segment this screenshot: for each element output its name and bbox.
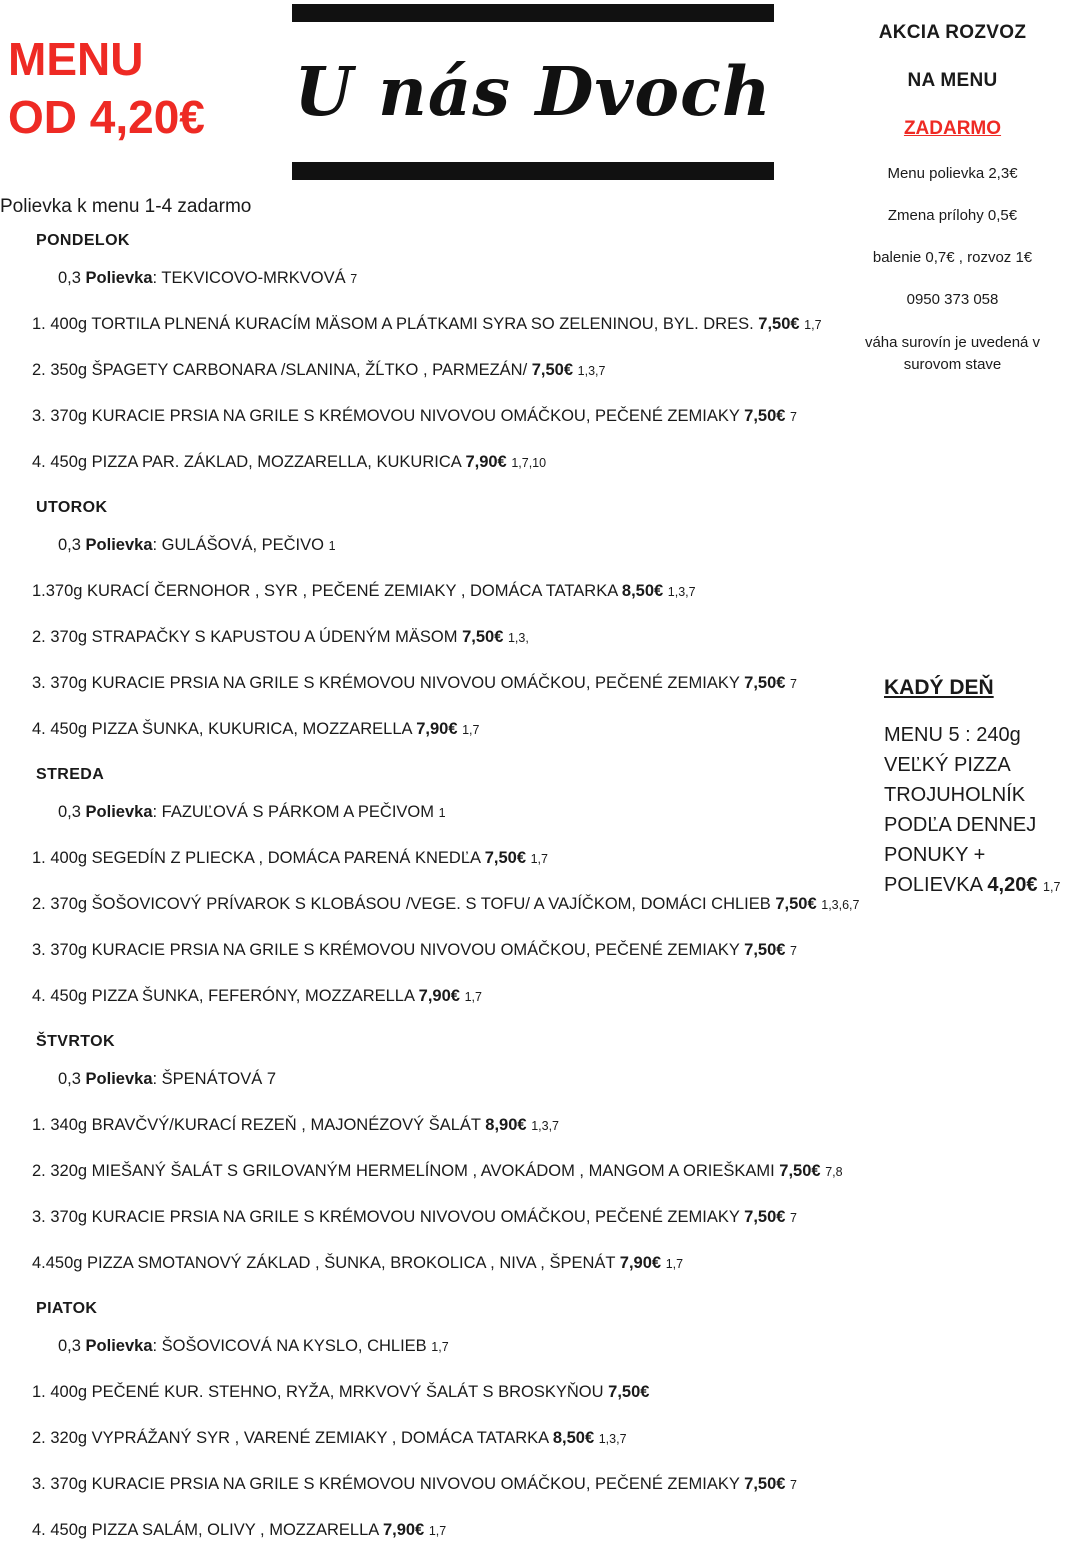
day-block xyxy=(0,1300,860,1540)
promo-line-1: AKCIA ROZVOZ xyxy=(878,22,1027,43)
logo-bar-bottom xyxy=(292,162,774,180)
soup-label: Polievka xyxy=(85,803,153,821)
menu-item-row xyxy=(0,849,860,868)
soup-row xyxy=(0,536,860,555)
menu-item-text: 2. 370g STRAPAČKY S KAPUSTOU A ÚDENÝM MÄSOM xyxy=(32,628,458,646)
menu-item-allergens: 7 xyxy=(790,410,797,424)
promo-side-change-price: Zmena prílohy 0,5€ xyxy=(887,207,1018,224)
menu-item-allergens: 7 xyxy=(790,677,797,691)
everyday-menu-box xyxy=(884,676,1064,902)
menu-item-row xyxy=(0,407,860,426)
menu-item-price: 7,90€ xyxy=(465,453,507,471)
menu-item-text: 3. 370g KURACIE PRSIA NA GRILE S KRÉMOVOU NIVOVOU OMÁČKOU, PEČENÉ ZEMIAKY xyxy=(32,941,740,959)
soup-weight: 0,3 xyxy=(58,269,81,287)
menu-item-allergens: 1,7 xyxy=(462,723,480,737)
day-block xyxy=(0,1033,860,1273)
soup-row xyxy=(0,1337,860,1356)
soup-label: Polievka xyxy=(85,536,153,554)
soup-text: : ŠPENÁTOVÁ 7 xyxy=(152,1070,276,1088)
menu-item-text: 3. 370g KURACIE PRSIA NA GRILE S KRÉMOVOU NIVOVOU OMÁČKOU, PEČENÉ ZEMIAKY xyxy=(32,674,740,692)
soup-text: : FAZUĽOVÁ S PÁRKOM A PEČIVOM xyxy=(152,803,434,821)
everyday-description xyxy=(884,720,1064,902)
menu-item-allergens: 1,7 xyxy=(530,852,548,866)
menu-item-text: 3. 370g KURACIE PRSIA NA GRILE S KRÉMOVOU NIVOVOU OMÁČKOU, PEČENÉ ZEMIAKY xyxy=(32,1475,740,1493)
menu-item-price: 7,50€ xyxy=(608,1383,650,1401)
menu-item-allergens: 7 xyxy=(790,1478,797,1492)
menu-title-line-2: OD 4,20€ xyxy=(8,91,205,143)
menu-item-text: 4. 450g PIZZA SALÁM, OLIVY , MOZZARELLA xyxy=(32,1521,379,1539)
menu-item-price: 7,90€ xyxy=(418,987,460,1005)
day-name: PIATOK xyxy=(36,1300,98,1317)
menu-item-text: 2. 320g MIEŠANÝ ŠALÁT S GRILOVANÝM HERMELÍNOM , AVOKÁDOM , MANGOM A ORIEŠKAMI xyxy=(32,1162,775,1180)
menu-item-text: 2. 320g VYPRÁŽANÝ SYR , VARENÉ ZEMIAKY , DOMÁCA TATARKA xyxy=(32,1429,549,1447)
menu-item-price: 7,50€ xyxy=(462,628,504,646)
menu-item-price: 7,50€ xyxy=(779,1162,821,1180)
day-block xyxy=(0,499,860,739)
menu-item-price: 7,50€ xyxy=(744,674,786,692)
everyday-allergens: 1,7 xyxy=(1043,880,1061,894)
menu-item-price: 7,90€ xyxy=(382,1521,425,1539)
promo-line-2: NA MENU xyxy=(907,70,998,91)
soup-weight: 0,3 xyxy=(58,1337,81,1355)
menu-item-row xyxy=(0,895,860,914)
menu-item-text: 4.450g PIZZA SMOTANOVÝ ZÁKLAD , ŠUNKA, BROKOLICA , NIVA , ŠPENÁT xyxy=(32,1254,616,1272)
menu-item-price: 7,50€ xyxy=(484,849,527,867)
menu-item-price: 7,50€ xyxy=(775,895,817,913)
soup-text: : TEKVICOVO-MRKVOVÁ xyxy=(152,269,346,287)
soup-allergens: 1 xyxy=(328,539,336,553)
promo-soup-price: Menu polievka 2,3€ xyxy=(887,165,1018,182)
menu-item-price: 7,50€ xyxy=(744,407,786,425)
soup-weight: 0,3 xyxy=(58,536,81,554)
menu-item-row xyxy=(0,1254,860,1273)
soup-weight: 0,3 xyxy=(58,1070,81,1088)
weekly-menu-list xyxy=(0,232,860,1567)
logo-bar-top xyxy=(292,4,774,22)
menu-item-row xyxy=(0,720,860,739)
menu-item-allergens: 7 xyxy=(790,944,797,958)
menu-item-text: 1. 400g PEČENÉ KUR. STEHNO, RYŽA, MRKVOVÝ ŠALÁT S BROSKYŇOU xyxy=(32,1383,604,1401)
menu-item-allergens: 7,8 xyxy=(825,1165,843,1179)
menu-item-price: 8,90€ xyxy=(485,1116,527,1134)
menu-item-row xyxy=(0,1521,860,1540)
menu-title-line-1: MENU xyxy=(8,33,144,85)
menu-item-price: 7,50€ xyxy=(744,1475,786,1493)
menu-item-text: 1. 400g TORTILA PLNENÁ KURACÍM MÄSOM A PLÁTKAMI SYRA SO ZELENINOU, BYL. DRES. xyxy=(32,315,754,333)
everyday-text: MENU 5 : 240g VEĽKÝ PIZZA TROJUHOLNÍK PODĽA DENNEJ PONUKY + POLIEVKA xyxy=(884,724,1037,896)
menu-item-allergens: 1,7 xyxy=(428,1524,447,1538)
menu-item-row xyxy=(0,582,860,601)
day-block xyxy=(0,766,860,1006)
menu-item-text: 1.370g KURACÍ ČERNOHOR , SYR , PEČENÉ ZEMIAKY , DOMÁCA TATARKA xyxy=(32,582,618,600)
menu-item-allergens: 1,3,6,7 xyxy=(821,898,860,912)
menu-item-row xyxy=(0,628,860,647)
menu-item-allergens: 1,7 xyxy=(804,318,822,332)
menu-item-text: 4. 450g PIZZA PAR. ZÁKLAD, MOZZARELLA, KUKURICA xyxy=(32,453,461,471)
day-name: UTOROK xyxy=(36,499,108,516)
menu-item-allergens: 1,7 xyxy=(665,1257,684,1271)
menu-item-row xyxy=(0,453,860,472)
promo-phone-number[interactable]: 0950 373 058 xyxy=(906,291,999,308)
menu-item-row xyxy=(0,987,860,1006)
menu-item-text: 2. 370g ŠOŠOVICOVÝ PRÍVAROK S KLOBÁSOU /VEGE. S TOFU/ A VAJÍČKOM, DOMÁCI CHLIEB xyxy=(32,895,771,913)
soup-text: : GULÁŠOVÁ, PEČIVO xyxy=(152,536,324,554)
soup-allergens: 1,7 xyxy=(431,1340,449,1354)
everyday-title: KADÝ DEŇ xyxy=(884,676,994,699)
menu-item-text: 2. 350g ŠPAGETY CARBONARA /SLANINA, ŽĹTKO , PARMEZÁN/ xyxy=(32,361,528,379)
menu-item-row xyxy=(0,941,860,960)
day-name: ŠTVRTOK xyxy=(36,1033,115,1050)
menu-item-row xyxy=(0,1475,860,1494)
soup-weight: 0,3 xyxy=(58,803,81,821)
soup-allergens: 7 xyxy=(350,272,358,286)
menu-item-allergens: 7 xyxy=(790,1211,797,1225)
soup-row xyxy=(0,803,860,822)
menu-item-price: 7,90€ xyxy=(619,1254,662,1272)
day-name: STREDA xyxy=(36,766,105,783)
menu-item-row xyxy=(0,674,860,693)
menu-item-price: 7,90€ xyxy=(416,720,458,738)
menu-item-text: 4. 450g PIZZA ŠUNKA, KUKURICA, MOZZARELLA xyxy=(32,720,412,738)
soup-label: Polievka xyxy=(85,1070,153,1088)
soup-row xyxy=(0,269,860,288)
menu-item-text: 3. 370g KURACIE PRSIA NA GRILE S KRÉMOVOU NIVOVOU OMÁČKOU, PEČENÉ ZEMIAKY xyxy=(32,407,740,425)
menu-item-price: 8,50€ xyxy=(621,582,664,600)
soup-label: Polievka xyxy=(85,1337,153,1355)
promo-packaging-price: balenie 0,7€ , rozvoz 1€ xyxy=(872,249,1033,266)
menu-item-row xyxy=(0,1162,860,1181)
menu-item-price: 7,50€ xyxy=(744,941,786,959)
menu-item-row xyxy=(0,361,860,380)
promo-free-label: ZADARMO xyxy=(903,118,1002,139)
menu-item-allergens: 1,7,10 xyxy=(511,456,547,470)
menu-item-allergens: 1,3,7 xyxy=(598,1432,627,1446)
menu-item-price: 7,50€ xyxy=(531,361,574,379)
day-block xyxy=(0,232,860,472)
restaurant-logo xyxy=(292,0,774,205)
menu-item-row xyxy=(0,1116,860,1135)
menu-item-row xyxy=(0,1208,860,1227)
menu-item-allergens: 1,3,7 xyxy=(577,364,606,378)
menu-item-row xyxy=(0,1429,860,1448)
menu-item-text: 3. 370g KURACIE PRSIA NA GRILE S KRÉMOVOU NIVOVOU OMÁČKOU, PEČENÉ ZEMIAKY xyxy=(32,1208,740,1226)
menu-item-row xyxy=(0,315,860,334)
menu-item-text: 4. 450g PIZZA ŠUNKA, FEFERÓNY, MOZZARELLA xyxy=(32,987,415,1005)
delivery-promo xyxy=(845,22,1060,398)
day-name: PONDELOK xyxy=(36,232,130,249)
menu-price-title xyxy=(8,30,308,146)
menu-item-allergens: 1,7 xyxy=(464,990,482,1004)
soup-label: Polievka xyxy=(85,269,153,287)
logo-text: U nás Dvoch xyxy=(294,52,772,131)
everyday-price: 4,20€ xyxy=(987,874,1038,896)
menu-item-price: 7,50€ xyxy=(758,315,800,333)
menu-item-allergens: 1,3,7 xyxy=(667,585,696,599)
soup-row xyxy=(0,1070,860,1089)
soup-allergens: 1 xyxy=(438,806,446,820)
soup-text: : ŠOŠOVICOVÁ NA KYSLO, CHLIEB xyxy=(152,1337,427,1355)
promo-weight-disclaimer: váha surovín je uvedená v surovom stave xyxy=(864,334,1041,373)
menu-item-price: 7,50€ xyxy=(744,1208,786,1226)
menu-item-text: 1. 400g SEGEDÍN Z PLIECKA , DOMÁCA PARENÁ KNEDĽA xyxy=(32,849,481,867)
menu-item-text: 1. 340g BRAVČVÝ/KURACÍ REZEŇ , MAJONÉZOVÝ ŠALÁT xyxy=(32,1116,481,1134)
menu-item-row xyxy=(0,1383,860,1402)
menu-item-allergens: 1,3, xyxy=(507,631,529,645)
menu-item-price: 8,50€ xyxy=(552,1429,595,1447)
menu-item-allergens: 1,3,7 xyxy=(531,1119,559,1133)
soup-free-note: Polievka k menu 1-4 zadarmo xyxy=(0,196,252,217)
